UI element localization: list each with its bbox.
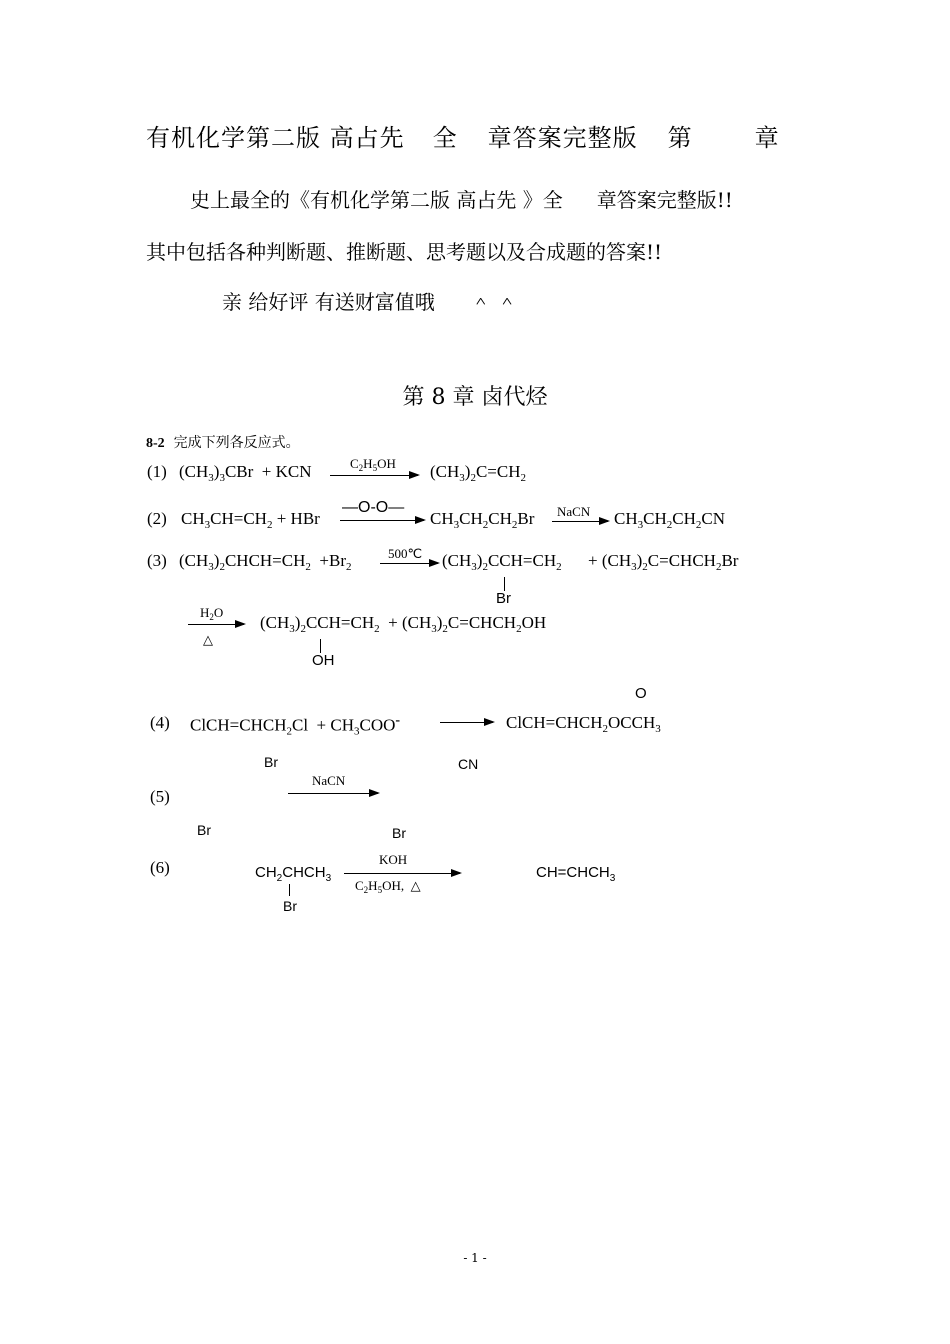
title-part-1: 有机化学第二版 高占先	[146, 124, 405, 152]
reaction-6-reagent-bottom: $C_2H_5OH$, △	[355, 878, 421, 895]
reaction-3-product-1: $(CH_3)_2CCH=CH_2$	[442, 551, 562, 573]
intro-line-1: 史上最全的《有机化学第二版 高占先 》全 章答案完整版!!	[190, 188, 733, 212]
reaction-3-bond-br	[504, 577, 505, 591]
document-title	[146, 118, 780, 153]
reaction-4-reactants: $ClCH=CHCH_2Cl + CH_3COO^-$	[190, 713, 401, 738]
chapter-title: 第 8 章 卤代烃	[402, 385, 548, 410]
reaction-4-arrow	[440, 722, 493, 723]
reaction-4-product: $ClCH=CHCH_2OCCH_3$	[506, 713, 661, 735]
reaction-6-number: (6)	[150, 858, 170, 877]
section-title: 完成下列各反应式。	[173, 435, 300, 451]
section-number: 8-2	[146, 436, 165, 451]
reaction-6-reactant: $CH_2CHCH_3$	[255, 864, 332, 884]
reaction-3-reagent-2: $H_2O$	[200, 605, 224, 622]
reaction-4-number: (4)	[150, 713, 170, 732]
title-part-4: 第	[667, 124, 693, 152]
reaction-3-substituent-br: Br	[496, 590, 511, 607]
reaction-3-product-3: $(CH_3)_2CCH=CH_2$ + $(CH_3)_2C=CHCH_2OH$	[260, 613, 547, 635]
reaction-2-reagent-2: NaCN	[557, 504, 591, 519]
reaction-3-arrow-1	[380, 563, 438, 564]
title-part-2: 全	[432, 124, 458, 152]
reaction-3-condition: △	[203, 632, 213, 647]
smiley: ＾ ＾	[470, 290, 518, 314]
intro-line-3: 亲 给好评 有送财富值哦 ＾ ＾	[222, 290, 518, 314]
reaction-6-product: $CH=CHCH_3$	[536, 864, 616, 884]
reaction-5-label-br-left: Br	[197, 822, 211, 838]
reaction-5-label-cn: CN	[458, 756, 479, 772]
reaction-3-number: (3)	[147, 551, 167, 570]
reaction-2-intermediate: $CH_3CH_2CH_2Br$	[430, 509, 535, 531]
reaction-5-reagent: NaCN	[312, 773, 346, 788]
reaction-2-product: $CH_3CH_2CH_2CN$	[614, 509, 725, 531]
page-number: - 1 -	[463, 1251, 487, 1265]
reaction-5-arrow	[288, 793, 378, 794]
reaction-5-number: (5)	[150, 787, 170, 806]
reaction-5-label-br-right: Br	[392, 825, 406, 841]
reaction-2-arrow-2	[552, 521, 608, 522]
reaction-1-reagent: $C_2H_5OH$	[350, 456, 396, 473]
intro-line-2: 其中包括各种判断题、推断题、思考题以及合成题的答案!!	[146, 240, 663, 264]
reaction-1-number: (1)	[147, 462, 167, 481]
title-part-5: 章	[754, 124, 780, 152]
reaction-6-substituent-br: Br	[283, 898, 297, 914]
reaction-3-arrow-2	[188, 624, 244, 625]
reaction-2-peroxide: —O-O—	[342, 499, 405, 516]
reaction-5-label-br-top: Br	[264, 754, 278, 770]
reaction-3-substituent-oh: OH	[312, 652, 335, 669]
reaction-6-reagent-top: KOH	[379, 852, 408, 867]
reaction-6-arrow	[344, 873, 460, 874]
reaction-3-reagent-1: 500℃	[388, 546, 423, 561]
reaction-2-reactants: $CH_3CH=CH_2$ + HBr	[181, 509, 320, 531]
reaction-2-arrow-1	[340, 520, 424, 521]
reaction-3-bond-oh	[320, 639, 321, 653]
reaction-2-number: (2)	[147, 509, 167, 528]
section-heading	[146, 432, 300, 452]
reaction-1-reactants: $(CH_3)_3CBr$ + KCN	[179, 462, 312, 484]
reaction-1-product: $(CH_3)_2C=CH_2$	[430, 462, 526, 484]
title-part-3: 章答案完整版	[487, 124, 638, 152]
reaction-6-bond-br	[289, 884, 290, 896]
reaction-3-product-2: + $(CH_3)_2C=CHCH_2Br$	[588, 551, 739, 573]
reaction-4-carbonyl-o: O	[635, 685, 647, 702]
reaction-3-reactants: $(CH_3)_2CHCH=CH_2 +Br_2$	[179, 551, 352, 573]
reaction-1-arrow	[330, 475, 418, 476]
